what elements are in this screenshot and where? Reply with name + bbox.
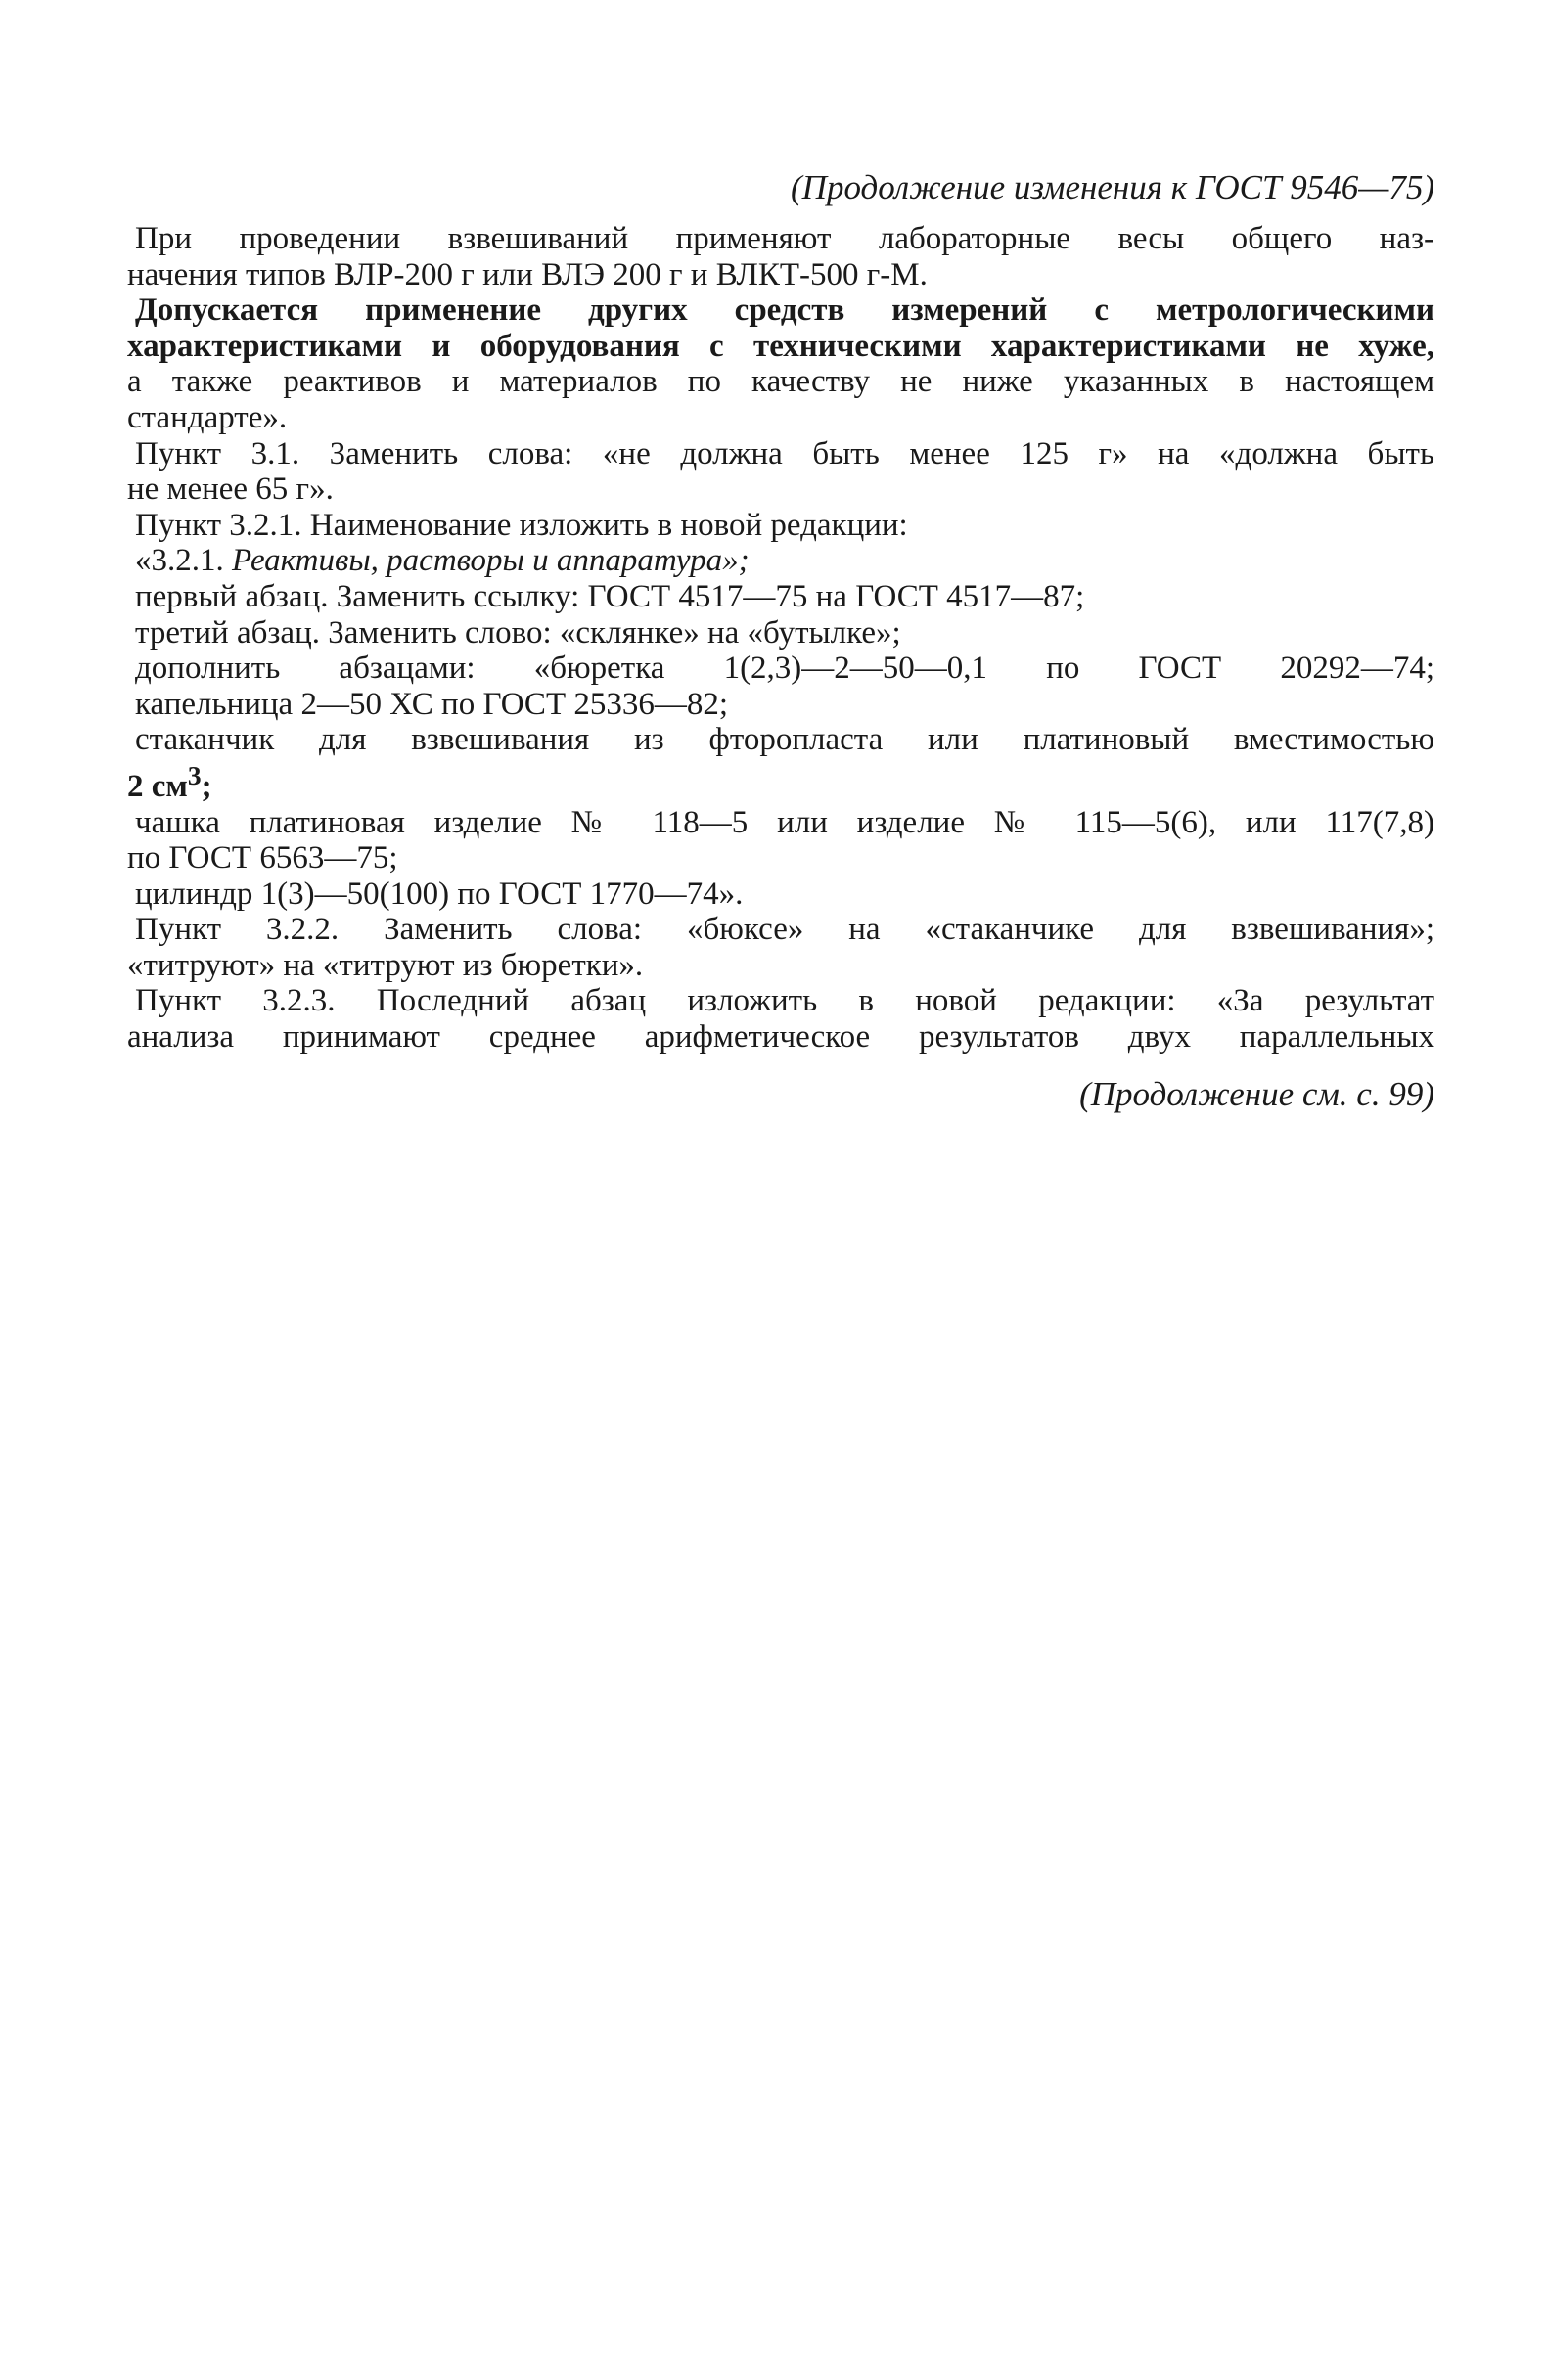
text-line: Пункт 3.2.1. Наименование изложить в новой редакции:: [135, 507, 908, 543]
text-line: стандарте».: [127, 399, 288, 435]
superscript: 3: [187, 759, 202, 790]
text-line: начения типов ВЛР-200 г или ВЛЭ 200 г и ВЛКТ-500 г-М.: [127, 256, 928, 292]
text-line: характеристиками и оборудования с техническими характеристиками не хуже,: [127, 328, 1434, 364]
text-line: «титруют» на «титруют из бюретки».: [127, 947, 644, 983]
text-line: по ГОСТ 6563—75;: [127, 840, 398, 876]
page-footer: (Продолжение см. с. 99): [1079, 1074, 1434, 1113]
text-line: первый абзац. Заменить ссылку: ГОСТ 4517—75 на ГОСТ 4517—87;: [135, 578, 1085, 614]
punctuation: ;: [201, 768, 212, 804]
text-line: Допускается применение других средств измерений с метрологическими: [135, 292, 1434, 329]
text-line: цилиндр 1(3)—50(100) по ГОСТ 1770—74».: [135, 876, 744, 912]
text-line: При проведении взвешиваний применяют лабораторные весы общего наз-: [135, 221, 1434, 256]
document-page: [127, 166, 1434, 1116]
text-line: а также реактивов и материалов по качеству не ниже указанных в настоящем: [127, 364, 1434, 400]
text-line: капельница 2—50 ХС по ГОСТ 25336—82;: [135, 686, 729, 722]
text-line: [127, 543, 1434, 579]
text-line: Пункт 3.1. Заменить слова: «не должна быть менее 125 г» на «должна быть: [135, 435, 1434, 472]
text-line: чашка платиновая изделие № 118—5 или изделие № 115—5(6), или 117(7,8): [135, 804, 1434, 840]
clause-number: «3.2.1.: [135, 543, 232, 579]
text-line: Пункт 3.2.3. Последний абзац изложить в новой редакции: «За результат: [135, 983, 1434, 1019]
document-body: [127, 221, 1434, 1055]
volume-unit: 2 см: [127, 768, 188, 804]
text-line: стаканчик для взвешивания из фторопласта или платиновый вместимостью: [135, 722, 1434, 758]
clause-title: Реактивы, растворы и аппаратура»;: [232, 543, 750, 579]
page-header: (Продолжение изменения к ГОСТ 9546—75): [791, 168, 1434, 206]
text-line: Пункт 3.2.2. Заменить слова: «бюксе» на «стаканчике для взвешивания»;: [135, 912, 1434, 948]
text-line: не менее 65 г».: [127, 472, 334, 508]
text-line: [127, 758, 1434, 805]
text-line: третий абзац. Заменить слово: «склянке» на «бутылке»;: [135, 614, 901, 651]
text-line: дополнить абзацами: «бюретка 1(2,3)—2—50—0,1 по ГОСТ 20292—74;: [135, 651, 1434, 687]
text-line: анализа принимают среднее арифметическое результатов двух параллельных: [127, 1019, 1434, 1055]
